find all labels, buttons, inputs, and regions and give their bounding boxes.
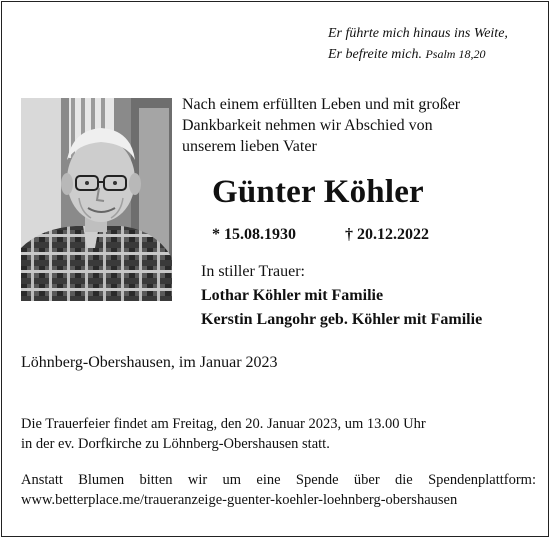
- mourner-family-1: Lothar Köhler mit Familie: [201, 287, 384, 304]
- mourners-heading: In stiller Trauer:: [201, 263, 305, 280]
- portrait-image: [21, 98, 172, 301]
- place-and-date: Löhnberg-Obershausen, im Januar 2023: [21, 354, 278, 371]
- bible-verse: [328, 24, 508, 65]
- ceremony-line-2: in der ev. Dorfkirche zu Löhnberg-Obershausen statt.: [21, 436, 330, 452]
- ceremony-line-1: Die Trauerfeier findet am Freitag, den 20. Januar 2023, um 13.00 Uhr: [21, 416, 426, 432]
- portrait-photo: [21, 98, 172, 301]
- verse-line-2: Er befreite mich. Psalm 18,20: [328, 47, 486, 62]
- donation-url: www.betterplace.me/traueranzeige-guenter-koehler-loehnberg-obershausen: [21, 492, 458, 508]
- obituary-card: [1, 1, 549, 537]
- mourner-family-2: Kerstin Langohr geb. Köhler mit Familie: [201, 311, 483, 328]
- verse-line-1: Er führte mich hinaus ins Weite,: [328, 26, 508, 41]
- life-dates: [212, 226, 429, 244]
- intro-line-2: Dankbarkeit nehmen wir Abschied von: [182, 117, 433, 134]
- intro-line-3: unserem lieben Vater: [182, 138, 317, 155]
- death-date: † 20.12.2022: [345, 226, 429, 243]
- birth-date: * 15.08.1930: [212, 226, 296, 243]
- deceased-name: Günter Köhler: [212, 174, 424, 210]
- mourners-block: [201, 260, 482, 332]
- ceremony-notice: [21, 414, 536, 454]
- donation-line: Anstatt Blumen bitten wir um eine Spende über die Spendenplattform:: [21, 472, 536, 488]
- verse-reference: Psalm 18,20: [425, 47, 486, 61]
- intro-line-1: Nach einem erfüllten Leben und mit großer: [182, 96, 461, 113]
- donation-notice: [21, 470, 536, 510]
- intro-text: [182, 94, 542, 157]
